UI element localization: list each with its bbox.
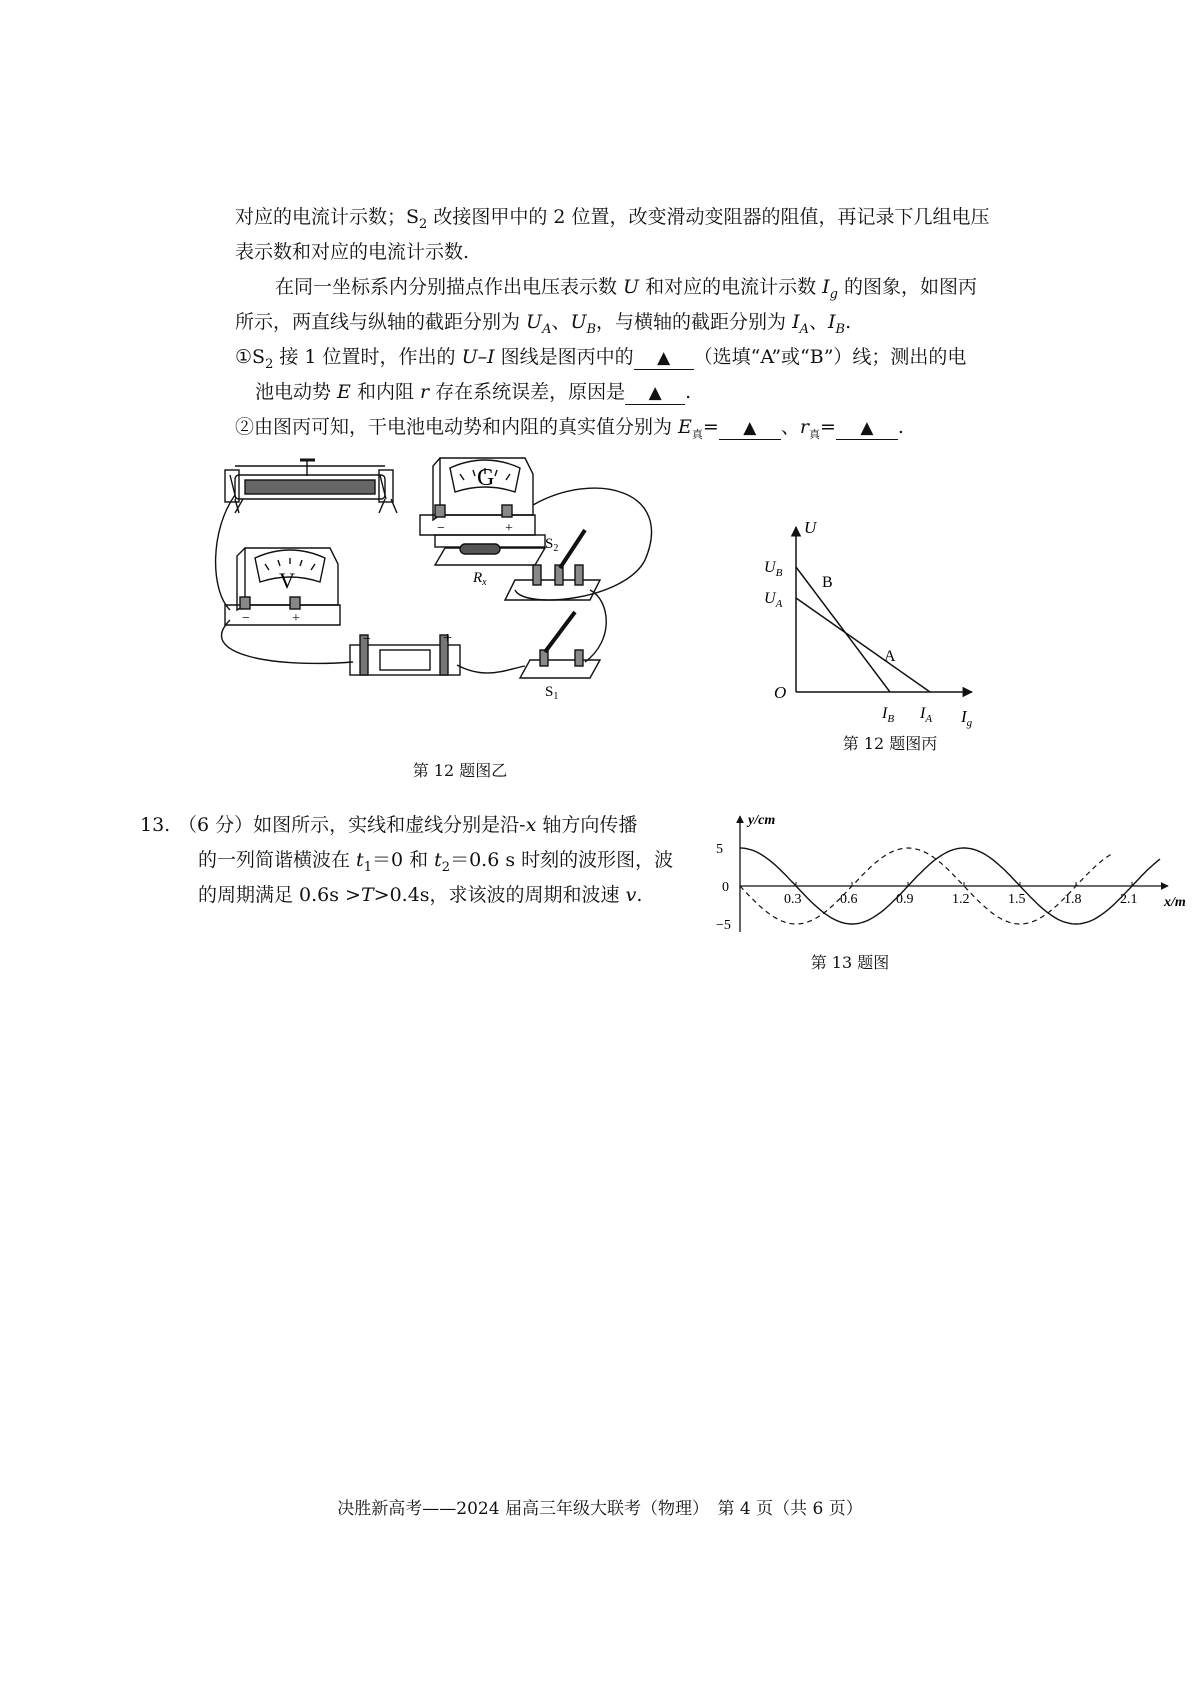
answer-blank[interactable] [625, 381, 685, 405]
symbol: U [570, 311, 587, 333]
text-line-4 [235, 308, 851, 344]
text: = [819, 416, 836, 438]
symbol: v [625, 884, 637, 906]
wave-chart [700, 808, 1186, 948]
voltmeter-label: V [279, 568, 295, 593]
wave-origin-label: 0 [722, 880, 729, 895]
wire [222, 620, 353, 663]
line-a [796, 598, 930, 692]
symbol: x [525, 814, 537, 836]
wave-y-tick-label: −5 [716, 918, 731, 933]
text: （6 分）如图所示，实线和虚线分别是沿- [178, 814, 526, 836]
answer-blank[interactable] [634, 346, 694, 370]
text: 的一列简谐横波在 [198, 849, 357, 871]
text: 对应的电流计示数；S [235, 206, 420, 228]
origin-label: O [774, 683, 787, 702]
sub: A [799, 321, 809, 337]
galv-plus: + [505, 521, 513, 536]
wave-xlabel: x/m [1164, 895, 1186, 910]
text-line-1 [235, 203, 990, 239]
wave-x-tick-label: 1.8 [1064, 892, 1082, 907]
q13-line-2 [198, 846, 673, 882]
text: 接 1 位置时，作出的 [273, 346, 462, 368]
text: 、 [809, 311, 829, 333]
wire [585, 590, 606, 662]
symbol: U [526, 311, 543, 333]
text: ②由图丙可知，干电池电动势和内阻的真实值分别为 [235, 416, 679, 438]
sub: 2 [265, 356, 274, 372]
blank-marker: ▲ [743, 418, 757, 438]
ib-label: $I_B$ [882, 705, 895, 725]
text: . [685, 381, 692, 403]
circuit-figure [215, 440, 705, 750]
symbol: t [356, 849, 364, 871]
text: 在同一坐标系内分别描点作出电压表示数 [275, 276, 624, 298]
figure-bing-caption: 第 12 题图丙 [842, 734, 938, 753]
wire [457, 665, 525, 673]
text: 、 [551, 311, 571, 333]
sub: B [835, 321, 846, 337]
question-1-line-2 [255, 378, 691, 406]
q13-line-3 [198, 881, 642, 909]
q13-number: 13. [140, 814, 171, 836]
battery-plus: + [443, 630, 453, 647]
sub: 1 [363, 859, 372, 875]
ua-label: $U_A$ [764, 590, 783, 610]
symbol: T [360, 884, 374, 906]
wave-x-tick-label: 0.6 [840, 892, 858, 907]
sub: B [586, 321, 597, 337]
text: 和内阻 [350, 381, 421, 403]
symbol: E [678, 416, 692, 438]
symbol: I [822, 276, 830, 298]
line-b-label: B [822, 574, 833, 591]
text: 所示，两直线与纵轴的截距分别为 [235, 311, 527, 333]
text: 图线是图丙中的 [494, 346, 634, 368]
text: ＝0 和 [371, 849, 435, 871]
figure-yi-caption: 第 12 题图乙 [412, 761, 508, 780]
sub: 真 [808, 427, 820, 441]
blank-marker: ▲ [860, 418, 874, 438]
text: = [702, 416, 719, 438]
wave-x-tick-label: 0.9 [896, 892, 914, 907]
wave-ylabel: y/cm [748, 813, 776, 828]
sub: 真 [691, 427, 703, 441]
sub: 2 [419, 216, 428, 232]
rheostat [225, 460, 397, 513]
sub: A [542, 321, 552, 337]
galv-minus: − [437, 521, 445, 536]
wave-x-tick-label: 1.2 [952, 892, 970, 907]
battery-minus: − [363, 632, 371, 647]
sub: g [829, 286, 838, 302]
text: . [636, 884, 643, 906]
answer-blank[interactable] [719, 416, 781, 440]
wire [216, 495, 235, 610]
wave-x-tick-label: 1.5 [1008, 892, 1026, 907]
text: 存在系统误差，原因是 [429, 381, 626, 403]
text: 的周期满足 0.6s > [198, 884, 361, 906]
text-line-2 [235, 238, 469, 266]
wave-x-tick-label: 0.3 [784, 892, 802, 907]
symbol: E [337, 381, 351, 403]
axis-u-label: U [804, 518, 817, 537]
text-line-3 [275, 273, 977, 309]
blank-marker: ▲ [648, 383, 662, 403]
ui-graph [760, 515, 990, 735]
symbol: r [799, 416, 809, 438]
text: 表示数和对应的电流计示数. [235, 241, 470, 263]
s2-label: $S_2$ [545, 536, 559, 554]
switch-s1 [520, 612, 600, 678]
symbol: t [434, 849, 442, 871]
wave-y-tick-label: 5 [716, 842, 723, 857]
answer-blank[interactable] [836, 416, 898, 440]
symbol: r [420, 381, 430, 403]
text: 改接图甲中的 2 位置，改变滑动变阻器的阻值，再记录下几组电压 [427, 206, 990, 228]
ia-label: $I_A$ [920, 705, 933, 725]
text: ＝0.6 s 时刻的波形图，波 [450, 849, 674, 871]
text: . [845, 311, 852, 333]
symbol: U–I [461, 346, 495, 368]
symbol: I [828, 311, 836, 333]
text: ，与横轴的截距分别为 [596, 311, 793, 333]
symbol: I [792, 311, 800, 333]
q13-line-1 [178, 811, 637, 839]
rx-label: $R_x$ [473, 570, 487, 588]
symbol: U [623, 276, 640, 298]
text: 和对应的电流计示数 [639, 276, 823, 298]
text: 、 [780, 416, 800, 438]
axis-ig-label: $I_g$ [961, 707, 973, 729]
volt-minus: − [242, 611, 250, 626]
text: 的图象，如图丙 [838, 276, 978, 298]
line-b [796, 567, 890, 692]
galvanometer-label: G [477, 465, 495, 491]
text: >0.4s，求该波的周期和波速 [373, 884, 626, 906]
figure-13-caption: 第 13 题图 [810, 953, 890, 972]
wave-x-tick-label: 2.1 [1120, 892, 1138, 907]
line-a-label: A [884, 648, 896, 665]
text: ①S [235, 346, 266, 368]
page-footer: 决胜新高考——2024 届高三年级大联考（物理） 第 4 页（共 6 页） [337, 1499, 863, 1519]
question-1-line-1 [235, 343, 966, 379]
text: 轴方向传播 [536, 814, 638, 836]
ub-label: $U_B$ [764, 559, 783, 579]
text: 池电动势 [255, 381, 338, 403]
sub: 2 [441, 859, 451, 875]
text: （选填“A”或“B”）线；测出的电 [693, 346, 967, 368]
blank-marker: ▲ [657, 348, 671, 368]
s1-label: $S_1$ [545, 684, 559, 702]
volt-plus: + [292, 611, 300, 626]
text: . [897, 416, 904, 438]
